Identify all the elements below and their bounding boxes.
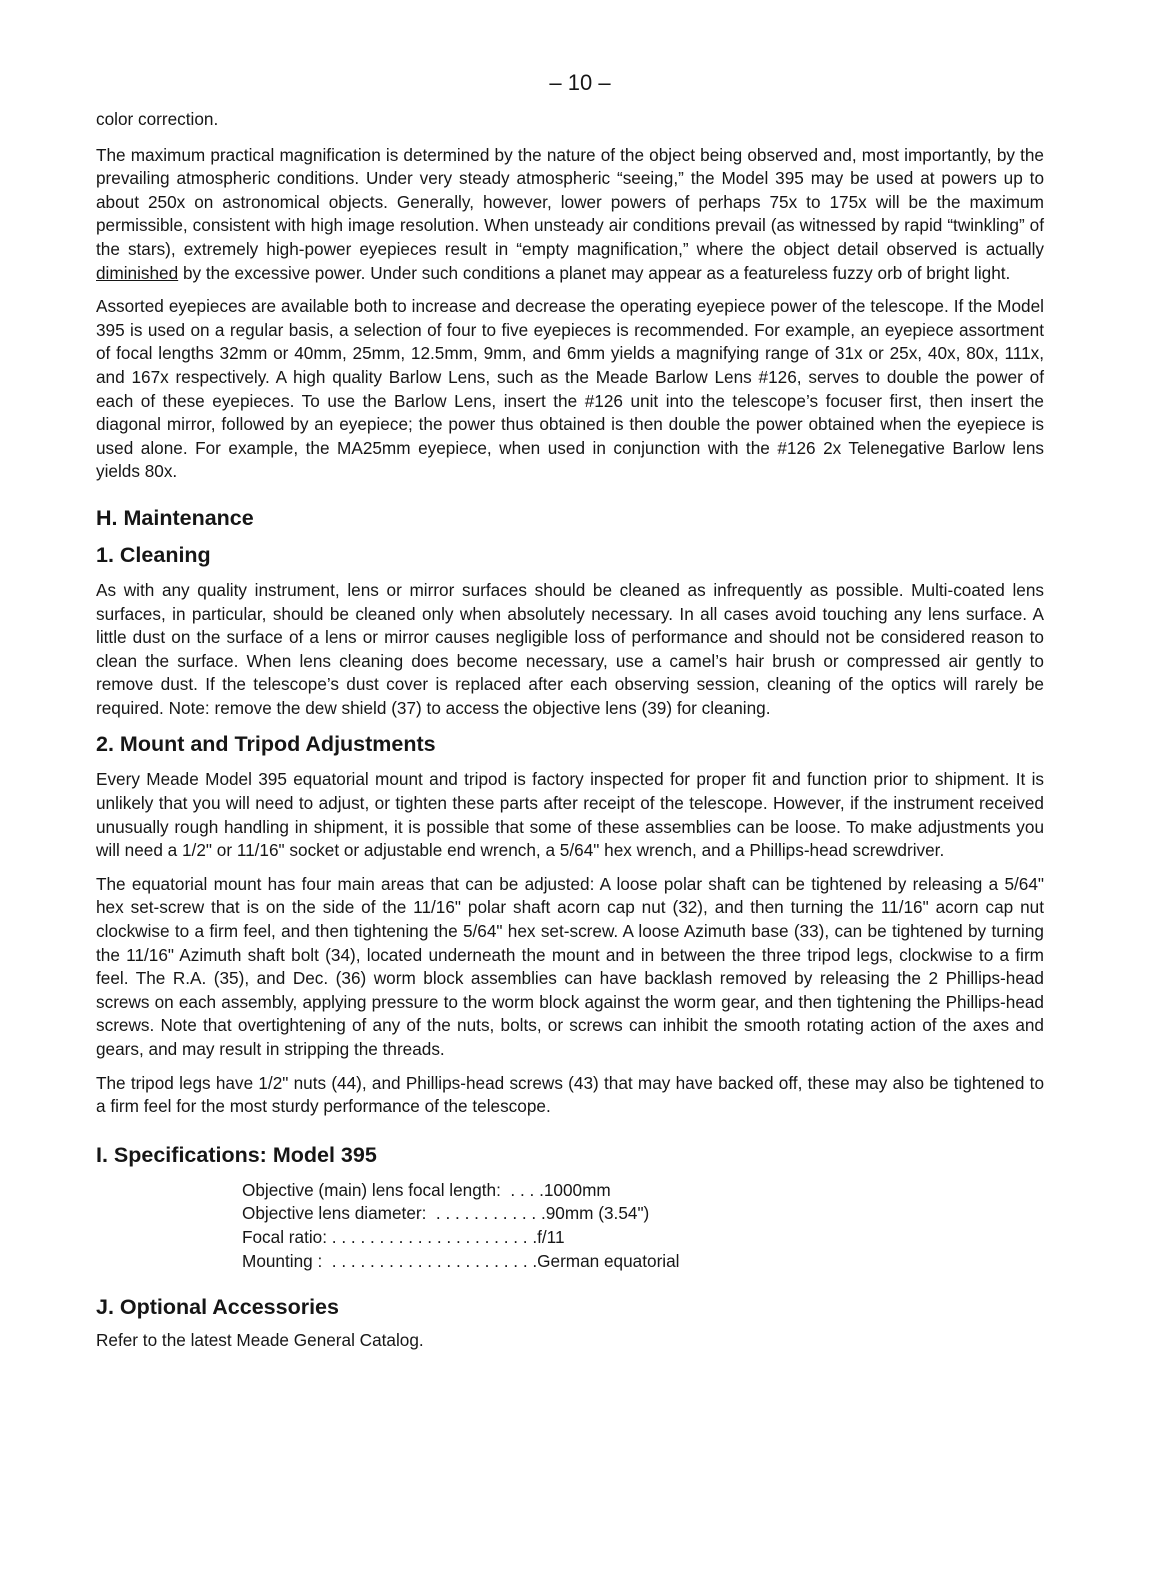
eyepieces-paragraph: Assorted eyepieces are available both to increase and decrease the operating eyepiece power of the telescope. If the Model 395 is used on a regular basis, a selection of four to five eyepieces is recommended. For example, an eyepiece assortment of focal lengths 32mm or 40mm, 25mm, 12.5mm, 9mm, and 6mm yields a magnifying range of 31x or 25x, 40x, 80x, 111x, and 167x respectively. A high quality Barlow Lens, such as the Meade Barlow Lens #126, serves to double the power of each of these eyepieces. To use the Barlow Lens, insert the #126 unit into the telescope’s focuser first, then insert the diagonal mirror, followed by an eyepiece; the power thus obtained is then double the power obtained when the eyepiece is used alone. For example, the MA25mm eyepiece, when used in conjunction with the #126 2x Telenegative Barlow lens yields 80x.	[96, 296, 1044, 482]
spec-row-focal-ratio: Focal ratio: . . . . . . . . . . . . . . . . . . . . . .f/11	[242, 1226, 565, 1247]
cleaning-heading: 1. Cleaning	[96, 542, 211, 567]
magnification-paragraph	[96, 144, 1044, 286]
maintenance-heading: H. Maintenance	[96, 505, 254, 530]
spec-row-focal-length: Objective (main) lens focal length: . . . .1000mm	[242, 1179, 611, 1200]
mount-adjustments-heading: 2. Mount and Tripod Adjustments	[96, 732, 436, 757]
page-number: – 10 –	[549, 70, 611, 95]
mount-paragraph: The tripod legs have 1/2" nuts (44), and Phillips-head screws (43) that may have backed off, these may also be tightened to a firm feel for the most sturdy performance of the telescope.	[96, 1072, 1044, 1117]
magnification-text-start: The maximum practical magnification is determined by the nature of the object being observed and, most importantly, by the prevailing atmospheric conditions. Under very steady atmospheric “seeing,” the Model 395 may be used at powers up to about 250x on astronomical objects. Generally, however, lower powers of perhaps 75x to 175x will be the maximum permissible, consistent with high image resolution. When unsteady air conditions prevail (as witnessed by rapid “twinkling” of the stars), extremely high-power eyepieces result in “empty magnification,” where the object detail observed is actually	[96, 144, 1044, 259]
manual-page	[96, 70, 1044, 1363]
underlined-word: diminished	[96, 262, 179, 283]
spec-row-mounting: Mounting : . . . . . . . . . . . . . . . . . . . . . .German equatorial	[242, 1250, 680, 1271]
specifications-heading: I. Specifications: Model 395	[96, 1142, 377, 1167]
magnification-text-end: by the excessive power. Under such conditions a planet may appear as a featureless fuzzy orb of bright light.	[178, 262, 1011, 283]
spec-row-lens-diameter: Objective lens diameter: . . . . . . . . . . . .90mm (3.54")	[242, 1203, 650, 1224]
accessories-heading: J. Optional Accessories	[96, 1295, 339, 1320]
specifications-list	[242, 1179, 1044, 1273]
accessories-text: Refer to the latest Meade General Catalog.	[96, 1330, 424, 1351]
mount-paragraph: The equatorial mount has four main areas that can be adjusted: A loose polar shaft can be tightened by releasing a 5/64" hex set-screw that is on the side of the 11/16" polar shaft acorn cap nut (32), and then turning the 11/16" acorn cap nut clockwise to a firm feel, and then tightening the 5/64" hex set-screw. A loose Azimuth base (33), can be tightened by turning the 11/16" Azimuth shaft bolt (34), located underneath the mount and in between the three tripod legs, clockwise to a firm feel. The R.A. (35), and Dec. (36) worm block assemblies can have backlash removed by releasing the 2 Phillips-head screws on each assembly, applying pressure to the worm block against the worm gear, and then tightening the Phillips-head screws. Note that overtightening of any of the nuts, bolts, or screws can inhibit the smooth rotating action of the axes and gears, and may result in stripping the threads.	[96, 873, 1044, 1059]
cleaning-paragraph: As with any quality instrument, lens or mirror surfaces should be cleaned as infrequently as possible. Multi-coated lens surfaces, in particular, should be cleaned only when absolutely necessary. In all cases avoid touching any lens surface. A little dust on the surface of a lens or mirror causes negligible loss of performance and should not be considered reason to clean the surface. When lens cleaning does become necessary, use a camel’s hair brush or compressed air gently to remove dust. If the telescope’s dust cover is replaced after each observing session, cleaning of the optics will rarely be required. Note: remove the dew shield (37) to access the objective lens (39) for cleaning.	[96, 579, 1044, 718]
continuation-text: color correction.	[96, 109, 219, 129]
mount-paragraph: Every Meade Model 395 equatorial mount and tripod is factory inspected for proper fit and function prior to shipment. It is unlikely that you will need to adjust, or tighten these parts after receipt of the telescope. However, if the instrument received unusually rough handling in shipment, it is possible that some of these assemblies can be loose. To make adjustments you will need a 1/2" or 11/16" socket or adjustable end wrench, a 5/64" hex wrench, and a Phillips-head screwdriver.	[96, 769, 1044, 861]
